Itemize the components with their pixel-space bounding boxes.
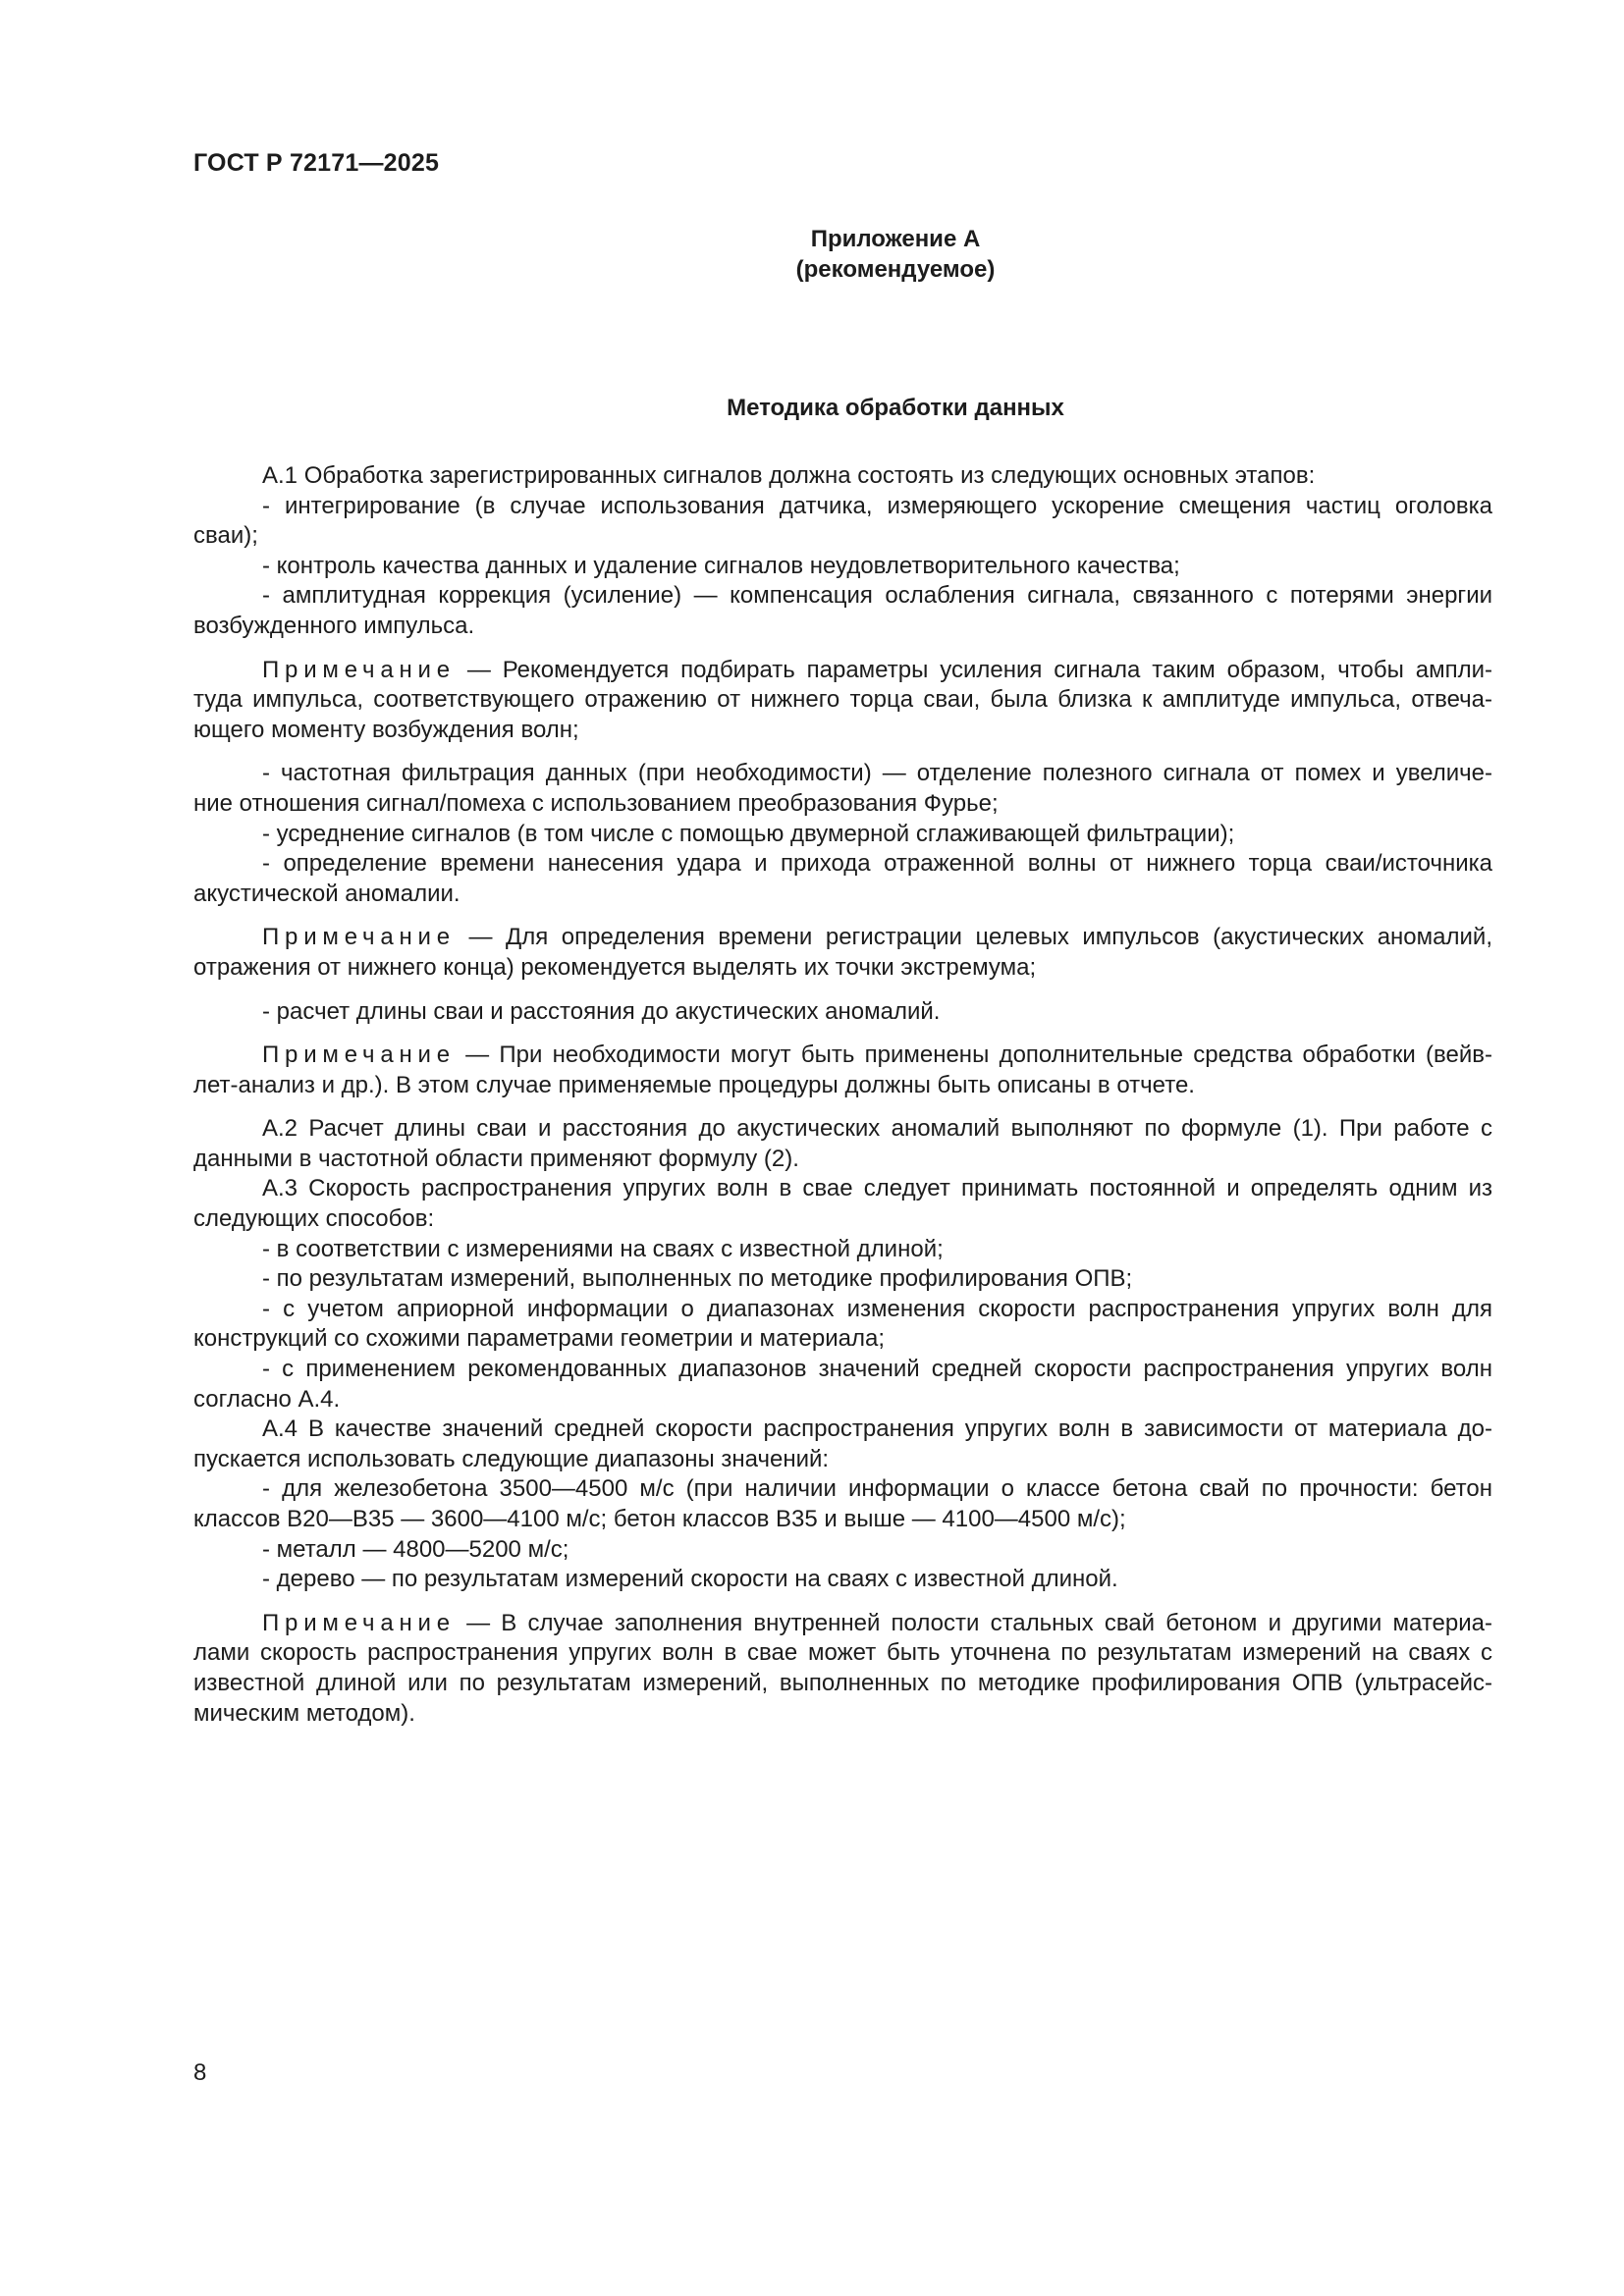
list-item-amplitude-correction: - амплитудная коррекция (усиление) — компенсация ослабления сигнала, связанного с потерями энергии: [262, 582, 1492, 610]
appendix-label: Приложение А: [810, 226, 981, 252]
a4-list-item-concrete-cont: классов В20—В35 — 3600—4100 м/с; бетон классов В35 и выше — 4100—4500 м/с);: [193, 1506, 1126, 1532]
document-header: ГОСТ Р 72171—2025: [193, 149, 440, 177]
note-label: Примечание: [262, 1041, 456, 1069]
a4-list-item-concrete: - для железобетона 3500—4500 м/с (при наличии информации о классе бетона свай по прочности: бетон: [262, 1475, 1492, 1503]
note-4-cont3: мическим методом).: [193, 1699, 415, 1727]
note-4: [193, 1609, 1492, 1639]
list-item-amplitude-correction-cont: возбужденного импульса.: [193, 612, 475, 639]
paragraph-a3: А.3 Скорость распространения упругих волн в свае следует принимать постоянной и определять одним из: [262, 1175, 1492, 1202]
note-3-text: — При необходимости могут быть применены дополнительные средства обработки (вейв-: [455, 1041, 1492, 1069]
a3-list-item-ranges: - с применением рекомендованных диапазонов значений средней скорости распространения упругих волн: [262, 1356, 1492, 1383]
list-item-timing: - определение времени нанесения удара и прихода отраженной волны от нижнего торца сваи/источника: [262, 850, 1492, 878]
note-3-cont: лет-анализ и др.). В этом случае применяемые процедуры должны быть описаны в отчете.: [193, 1071, 1195, 1098]
list-item-integration: - интегрирование (в случае использования датчика, измеряющего ускорение смещения частиц оголовка: [262, 492, 1492, 519]
note-1-text: — Рекомендуется подбирать параметры усиления сигнала таким образом, чтобы ампли-: [455, 656, 1492, 683]
note-4-cont2: известной длиной или по результатам измерений, выполненных по методике профилирования ОПВ (ультрасейс-: [193, 1669, 1492, 1696]
section-title: Методика обработки данных: [727, 395, 1064, 421]
list-item-frequency-filter: - частотная фильтрация данных (при необходимости) — отделение полезного сигнала от помех и увеличе-: [262, 760, 1492, 787]
paragraph-a1: А.1 Обработка зарегистрированных сигналов должна состоять из следующих основных этапов:: [262, 462, 1316, 489]
list-item-averaging: - усреднение сигналов (в том числе с помощью двумерной сглаживающей фильтрации);: [262, 820, 1235, 847]
list-item-length-calc: - расчет длины сваи и расстояния до акустических аномалий.: [262, 997, 941, 1025]
note-1-cont2: ющего моменту возбуждения волн;: [193, 716, 579, 743]
page-number: 8: [193, 2059, 207, 2086]
paragraph-a4-cont: пускается использовать следующие диапазоны значений:: [193, 1445, 830, 1472]
a3-list-item-ranges-cont: согласно А.4.: [193, 1385, 341, 1413]
document-body: [193, 461, 1492, 1729]
a3-list-item-a-priori-cont: конструкций со схожими параметрами геометрии и материала;: [193, 1325, 886, 1353]
a4-list-item-metal: - металл — 4800—5200 м/с;: [262, 1535, 569, 1563]
a3-list-item-a-priori: - с учетом априорной информации о диапазонах изменения скорости распространения упругих волн для: [262, 1295, 1492, 1322]
a3-list-item-known-length: - в соответствии с измерениями на сваях с известной длиной;: [262, 1235, 944, 1262]
paragraph-a2-cont: данными в частотной области применяют формулу (2).: [193, 1145, 799, 1172]
note-label: Примечание: [262, 656, 456, 683]
a4-list-item-wood: - дерево — по результатам измерений скорости на сваях с известной длиной.: [262, 1566, 1118, 1593]
note-4-cont: лами скорость распространения упругих волн в свае может быть уточнена по результатам измерений на сваях с: [193, 1639, 1492, 1667]
paragraph-a4: А.4 В качестве значений средней скорости распространения упругих волн в зависимости от материала до-: [262, 1415, 1492, 1443]
paragraph-a2: А.2 Расчет длины сваи и расстояния до акустических аномалий выполняют по формуле (1). При работе с: [262, 1115, 1492, 1143]
note-2-text: — Для определения времени регистрации целевых импульсов (акустических аномалий,: [455, 924, 1492, 951]
note-1-cont: туда импульса, соответствующего отражению от нижнего торца сваи, была близка к амплитуде импульса, отвеча-: [193, 686, 1492, 714]
list-item-frequency-filter-cont: ние отношения сигнал/помеха с использованием преобразования Фурье;: [193, 789, 999, 817]
list-item-integration-cont: сваи);: [193, 522, 258, 550]
appendix-heading: [0, 224, 1624, 285]
note-2: [193, 923, 1492, 953]
note-label: Примечание: [262, 924, 456, 951]
note-2-cont: отражения от нижнего конца) рекомендуется выделять их точки экстремума;: [193, 953, 1037, 981]
note-label: Примечание: [262, 1609, 456, 1636]
note-4-text: — В случае заполнения внутренней полости стальных свай бетоном и другими материа-: [455, 1609, 1492, 1636]
note-1: [193, 656, 1492, 686]
appendix-status: (рекомендуемое): [795, 256, 996, 283]
list-item-timing-cont: акустической аномалии.: [193, 880, 460, 907]
note-3: [193, 1041, 1492, 1071]
paragraph-a3-cont: следующих способов:: [193, 1205, 435, 1233]
list-item-quality-control: - контроль качества данных и удаление сигналов неудовлетворительного качества;: [262, 552, 1180, 579]
a3-list-item-profiling: - по результатам измерений, выполненных по методике профилирования ОПВ;: [262, 1265, 1133, 1293]
